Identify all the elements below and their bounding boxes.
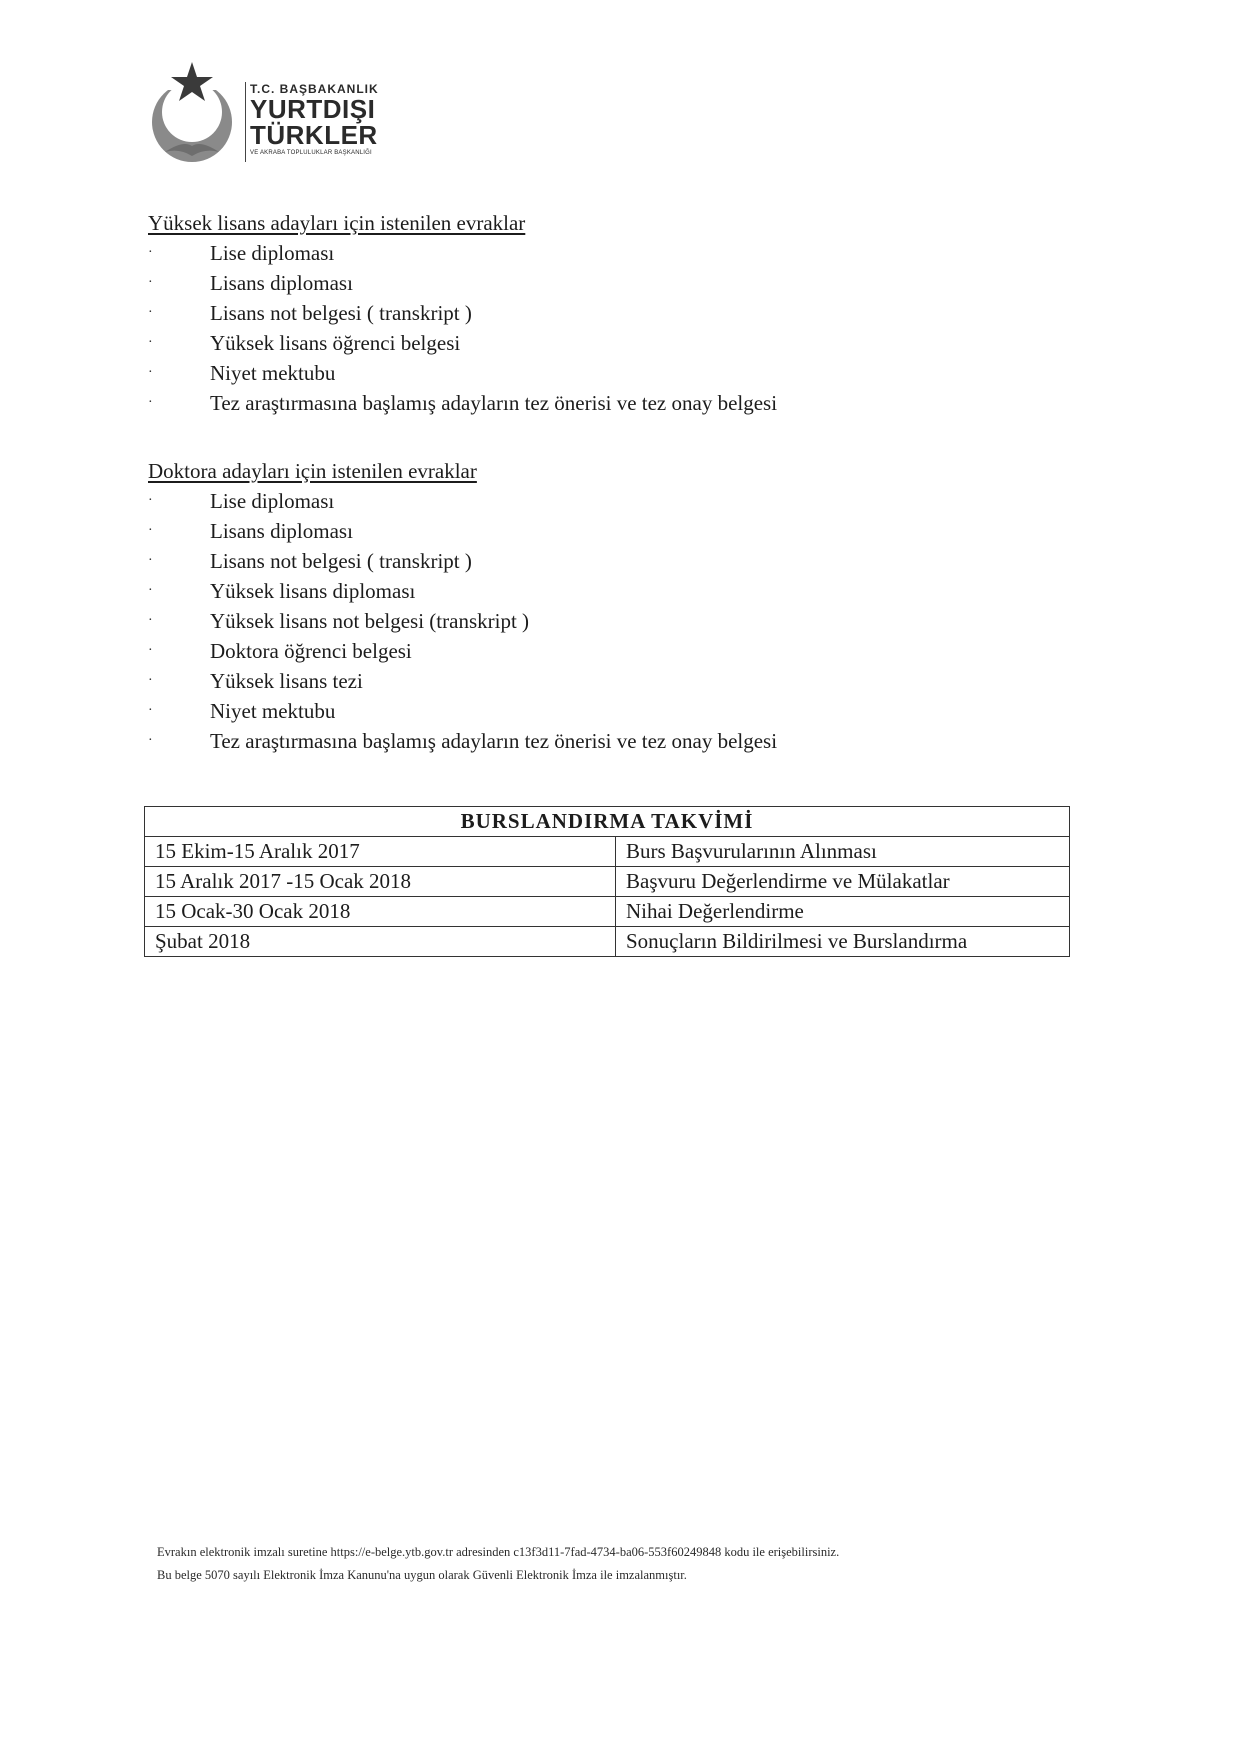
logo-divider xyxy=(245,82,246,162)
calendar-event-cell: Sonuçların Bildirilmesi ve Burslandırma xyxy=(616,927,1070,957)
list-item-text: Niyet mektubu xyxy=(210,699,336,723)
list-item-text: Niyet mektubu xyxy=(210,361,336,385)
bullet-icon: · xyxy=(148,305,153,320)
bullet-icon: · xyxy=(148,395,153,410)
list-item xyxy=(148,388,1048,418)
masters-documents-section xyxy=(148,208,1048,418)
list-item xyxy=(148,636,1048,666)
list-item-text: Lise diploması xyxy=(210,241,335,265)
doctorate-section-title: Doktora adayları için istenilen evraklar xyxy=(148,459,477,483)
crescent-star-emblem-icon xyxy=(145,60,240,170)
calendar-title: BURSLANDIRMA TAKVİMİ xyxy=(145,807,1070,837)
list-item xyxy=(148,486,1048,516)
calendar-date-cell: 15 Ocak-30 Ocak 2018 xyxy=(145,897,616,927)
logo-line-basbakanlik: T.C. BAŞBAKANLIK xyxy=(250,82,379,96)
list-item xyxy=(148,726,1048,756)
list-item-text: Lisans diploması xyxy=(210,519,353,543)
table-row xyxy=(145,837,1070,867)
calendar-date-cell: 15 Ekim-15 Aralık 2017 xyxy=(145,837,616,867)
list-item xyxy=(148,238,1048,268)
doctorate-documents-section xyxy=(148,456,1048,756)
footer-verification-line: Evrakın elektronik imzalı suretine https://e-belge.ytb.gov.tr adresinden c13f3d11-7fad-4734-ba06-553f60249848 kodu ile erişebilirsiniz. xyxy=(157,1545,840,1559)
bullet-icon: · xyxy=(148,613,153,628)
table-row xyxy=(145,927,1070,957)
calendar-event-cell: Burs Başvurularının Alınması xyxy=(616,837,1070,867)
list-item-text: Yüksek lisans diploması xyxy=(210,579,416,603)
table-row xyxy=(145,897,1070,927)
masters-section-title: Yüksek lisans adayları için istenilen evraklar xyxy=(148,211,526,235)
list-item-text: Lisans not belgesi ( transkript ) xyxy=(210,549,472,573)
bullet-icon: · xyxy=(148,335,153,350)
table-header-row xyxy=(145,807,1070,837)
calendar-event-cell: Başvuru Değerlendirme ve Mülakatlar xyxy=(616,867,1070,897)
bullet-icon: · xyxy=(148,643,153,658)
list-item-text: Yüksek lisans tezi xyxy=(210,669,363,693)
scholarship-calendar-table xyxy=(144,806,1070,957)
calendar-event-cell: Nihai Değerlendirme xyxy=(616,897,1070,927)
list-item-text: Tez araştırmasına başlamış adayların tez önerisi ve tez onay belgesi xyxy=(210,391,778,415)
bullet-icon: · xyxy=(148,583,153,598)
bullet-icon: · xyxy=(148,365,153,380)
bullet-icon: · xyxy=(148,493,153,508)
list-item xyxy=(148,666,1048,696)
list-item xyxy=(148,298,1048,328)
logo-line-subtitle: VE AKRABA TOPLULUKLAR BAŞKANLIĞI xyxy=(250,150,372,156)
list-item xyxy=(148,328,1048,358)
table-row xyxy=(145,867,1070,897)
bullet-icon: · xyxy=(148,673,153,688)
list-item-text: Lisans diploması xyxy=(210,271,353,295)
e-signature-footer xyxy=(157,1541,1117,1587)
calendar-date-cell: 15 Aralık 2017 -15 Ocak 2018 xyxy=(145,867,616,897)
list-item-text: Tez araştırmasına başlamış adayların tez önerisi ve tez onay belgesi xyxy=(210,729,778,753)
list-item-text: Yüksek lisans öğrenci belgesi xyxy=(210,331,461,355)
list-item xyxy=(148,516,1048,546)
list-item-text: Lise diploması xyxy=(210,489,335,513)
bullet-icon: · xyxy=(148,553,153,568)
list-item xyxy=(148,268,1048,298)
doctorate-document-list xyxy=(148,486,1048,756)
list-item xyxy=(148,576,1048,606)
logo-line-turkler: TÜRKLER xyxy=(250,120,378,150)
list-item xyxy=(148,696,1048,726)
list-item xyxy=(148,606,1048,636)
ytb-logo xyxy=(145,60,415,170)
list-item-text: Doktora öğrenci belgesi xyxy=(210,639,412,663)
calendar-date-cell: Şubat 2018 xyxy=(145,927,616,957)
bullet-icon: · xyxy=(148,733,153,748)
bullet-icon: · xyxy=(148,275,153,290)
bullet-icon: · xyxy=(148,245,153,260)
masters-document-list xyxy=(148,238,1048,418)
list-item-text: Lisans not belgesi ( transkript ) xyxy=(210,301,472,325)
bullet-icon: · xyxy=(148,703,153,718)
list-item xyxy=(148,546,1048,576)
bullet-icon: · xyxy=(148,523,153,538)
logo-wordmark xyxy=(250,82,420,158)
logo-line-yurtdisi: YURTDIŞI xyxy=(250,94,376,124)
footer-signature-line: Bu belge 5070 sayılı Elektronik İmza Kanunu'na uygun olarak Güvenli Elektronik İmza ile imzalanmıştır. xyxy=(157,1568,687,1582)
list-item-text: Yüksek lisans not belgesi (transkript ) xyxy=(210,609,530,633)
list-item xyxy=(148,358,1048,388)
